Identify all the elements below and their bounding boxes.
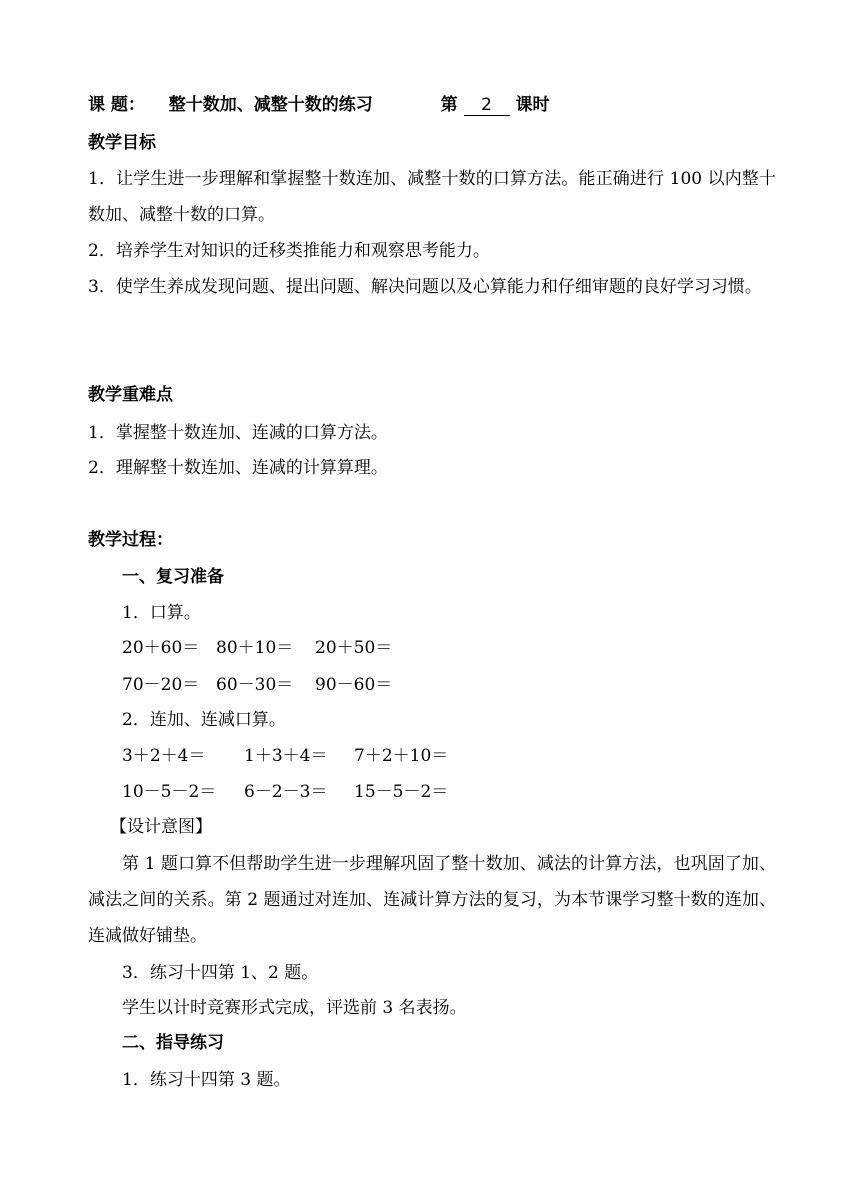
section2-title: 二、指导练习 (122, 1033, 224, 1053)
oral-row-3 (122, 744, 448, 768)
lesson-header (88, 93, 549, 117)
goals-heading: 教学目标 (88, 133, 156, 153)
subject-label: 课 题： (88, 95, 145, 115)
lesson-number-suffix: 课时 (515, 95, 550, 115)
key-point-2: 2．理解整十数连加、连减的计算算理。 (88, 458, 388, 478)
problem: 7＋2＋10＝ (354, 746, 449, 766)
problem: 80＋10＝ (216, 638, 294, 658)
design-intent-text: 第 1 题口算不但帮助学生进一步理解巩固了整十数加、减法的计算方法，也巩固了加、减法之间的关系。第 2 题通过对连加、连减计算方法的复习，为本节课学习整十数的连加、连减做好铺垫。 (88, 854, 776, 946)
goal-item-3: 3．使学生养成发现问题、提出问题、解决问题以及心算能力和仔细审题的良好学习习惯。 (88, 277, 762, 297)
oral-row-4 (122, 780, 448, 804)
section1-title: 一、复习准备 (122, 567, 224, 587)
lesson-number-prefix: 第 (440, 95, 458, 115)
problem: 10－5－2＝ (122, 782, 217, 802)
problem: 20＋60＝ (122, 638, 200, 658)
goal-item-2: 2．培养学生对知识的迁移类推能力和观察思考能力。 (88, 241, 490, 261)
key-point-1: 1．掌握整十数连加、连减的口算方法。 (88, 423, 388, 443)
problem: 15－5－2＝ (354, 782, 449, 802)
key-points-heading: 教学重难点 (88, 385, 173, 405)
oral-row-2 (122, 673, 392, 697)
lesson-number: 2 (464, 95, 510, 116)
section1-sub3: 3．练习十四第 1、2 题。 (122, 963, 319, 983)
lesson-title: 整十数加、减整十数的练习 (168, 95, 373, 115)
section2-sub1: 1．练习十四第 3 题。 (122, 1070, 291, 1090)
process-heading: 教学过程： (88, 530, 173, 550)
design-intent-label: 【设计意图】 (110, 817, 212, 837)
section1-sub3-note: 学生以计时竞赛形式完成，评选前 3 名表扬。 (122, 998, 467, 1018)
oral-row-1 (122, 636, 392, 660)
problem: 3＋2＋4＝ (122, 746, 206, 766)
goal-item-1: 1．让学生进一步理解和掌握整十数连加、减整十数的口算方法。能正确进行 100 以内整十数加、减整十数的口算。 (88, 169, 776, 225)
problem: 6－2－3＝ (244, 782, 328, 802)
section1-sub2: 2．连加、连减口算。 (122, 710, 286, 730)
problem: 20＋50＝ (315, 638, 393, 658)
problem: 70－20＝ (122, 675, 200, 695)
problem: 1＋3＋4＝ (244, 746, 328, 766)
problem: 90－60＝ (315, 675, 393, 695)
problem: 60－30＝ (216, 675, 294, 695)
section1-sub1: 1．口算。 (122, 603, 201, 623)
